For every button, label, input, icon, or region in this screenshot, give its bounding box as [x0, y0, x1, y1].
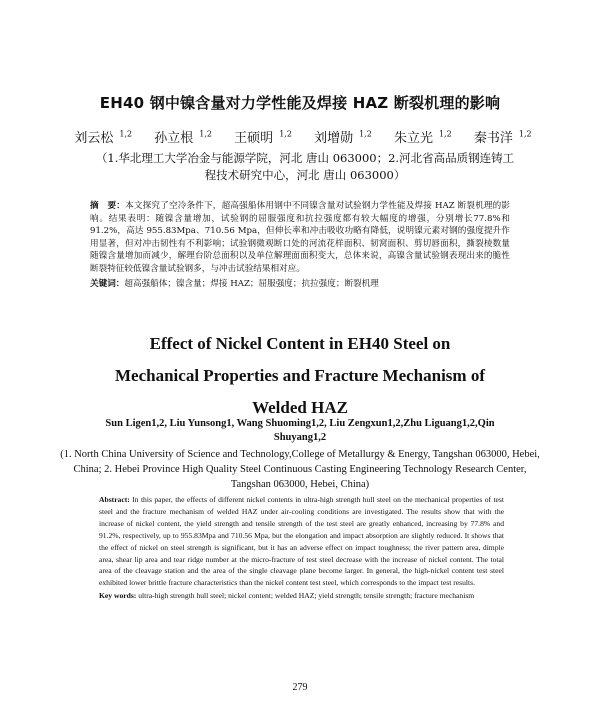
- english-title: [60, 328, 540, 424]
- author: 刘云松 $^{1,2}$: [74, 129, 133, 146]
- author: 朱立光 $^{1,2}$: [393, 129, 452, 146]
- author: 孙立根 $^{1,2}$: [154, 129, 213, 146]
- english-title-line: Effect of Nickel Content in EH40 Steel on: [149, 334, 451, 353]
- author: 王硕明 $^{1,2}$: [234, 129, 292, 146]
- english-title-line: Welded HAZ: [252, 398, 348, 417]
- english-abstract-label: Abstract:: [99, 495, 130, 504]
- english-keywords-label: Key words:: [99, 591, 137, 601]
- english-authors-line: Shuyang1,2: [273, 432, 327, 443]
- english-authors: [80, 417, 520, 445]
- chinese-keywords: [90, 278, 510, 291]
- english-title-line: Mechanical Properties and Fracture Mechanism of: [115, 366, 485, 385]
- chinese-keywords-text: 超高强船体；镍含量；焊接 HAZ；屈服强度；抗拉强度；断裂机理: [124, 278, 379, 289]
- author: 秦书洋 $^{1,2}$: [473, 129, 532, 146]
- chinese-abstract: [90, 200, 510, 290]
- chinese-abstract-text: 本文探究了空冷条件下，超高强船体用钢中不同镍含量对试验钢力学性能及焊接 HAZ 断裂机理的影响。结果表明：随镍含量增加，试验钢的屈服强度和抗拉强度都有较大幅度的增强，分别增长77.8%和 91.2%，高达 955.83Mpa、710.56 Mpa，但伸长率和冲击吸收功略有降低，说明镍元素对钢的强度提升作用显著，但对冲击韧性有不利影响；试验钢微观断口处的河流花样面积、韧窝面积、剪切唇面积，撕裂棱数量随镍含量增加而减少，解理台阶总面积以及单位解理面面积变大，总体来说，高镍含量试验钢表现出来的脆性断裂特征较低镍含量试验钢多，与冲击试验结果相对应。: [90, 201, 510, 274]
- english-keywords-text: ultra-high strength hull steel; nickel content; welded HAZ; yield strength; tensile strength; fracture mechanism: [138, 591, 475, 601]
- page-number: 279: [292, 682, 308, 693]
- english-authors-line: Sun Ligen1,2, Liu Yunsong1, Wang Shuoming1,2, Liu Zengxun1,2,Zhu Liguang1,2,Qin: [105, 418, 495, 429]
- chinese-authors: [20, 127, 580, 146]
- chinese-keywords-label: 关键词：: [90, 278, 125, 289]
- chinese-abstract-paragraph: [90, 200, 510, 276]
- chinese-title: EH40 钢中镍含量对力学性能及焊接 HAZ 断裂机理的影响: [99, 94, 501, 112]
- english-abstract-text: In this paper, the effects of different nickel contents in ultra-high strength hull steel on the mechanical properties of test steel and the fracture mechanism of welded HAZ under air-cooling conditions are investigated. The results show that with the increase of nickel content, the yield strength and tensile strength of the test steel are greatly enhanced, increasing by 77.8% and 91.2%, respectively, up to 955.83Mpa and 710.56 Mpa, but the elongation and impact absorption are slightly reduced. It shows that the effect of nickel on steel strength is significant, but it has an adverse effect on impact toughness; the river pattern area, dimple area, shear lip area and tear ridge number at the micro-fracture of test steel decrease with the increase of nickel content. The total area of the cleavage station and the area of the single cleavage plane become larger. In general, the high-nickel content test steel exhibited lower brittle fracture characteristics than the nickel content test steel, which corresponds to the impact test results.: [99, 495, 504, 588]
- english-affiliation: (1. North China University of Science and Technology,College of Metallurgy & Energy, Tangshan 063000, Hebei, China; 2. Hebei Province High Quality Steel Continuous Casting Engineering Technology Research Center, Tangshan 063000, Hebei, China): [60, 449, 540, 490]
- english-keywords: [99, 590, 504, 602]
- english-abstract-paragraph: [99, 494, 504, 589]
- chinese-affiliation: （1.华北理工大学冶金与能源学院，河北 唐山 063000；2.河北省高品质钢连铸工程技术研究中心，河北 唐山 063000）: [95, 151, 515, 182]
- author: 刘增勋 $^{1,2}$: [314, 129, 372, 146]
- chinese-abstract-label: 摘 要：: [90, 201, 126, 211]
- english-abstract: [99, 494, 504, 602]
